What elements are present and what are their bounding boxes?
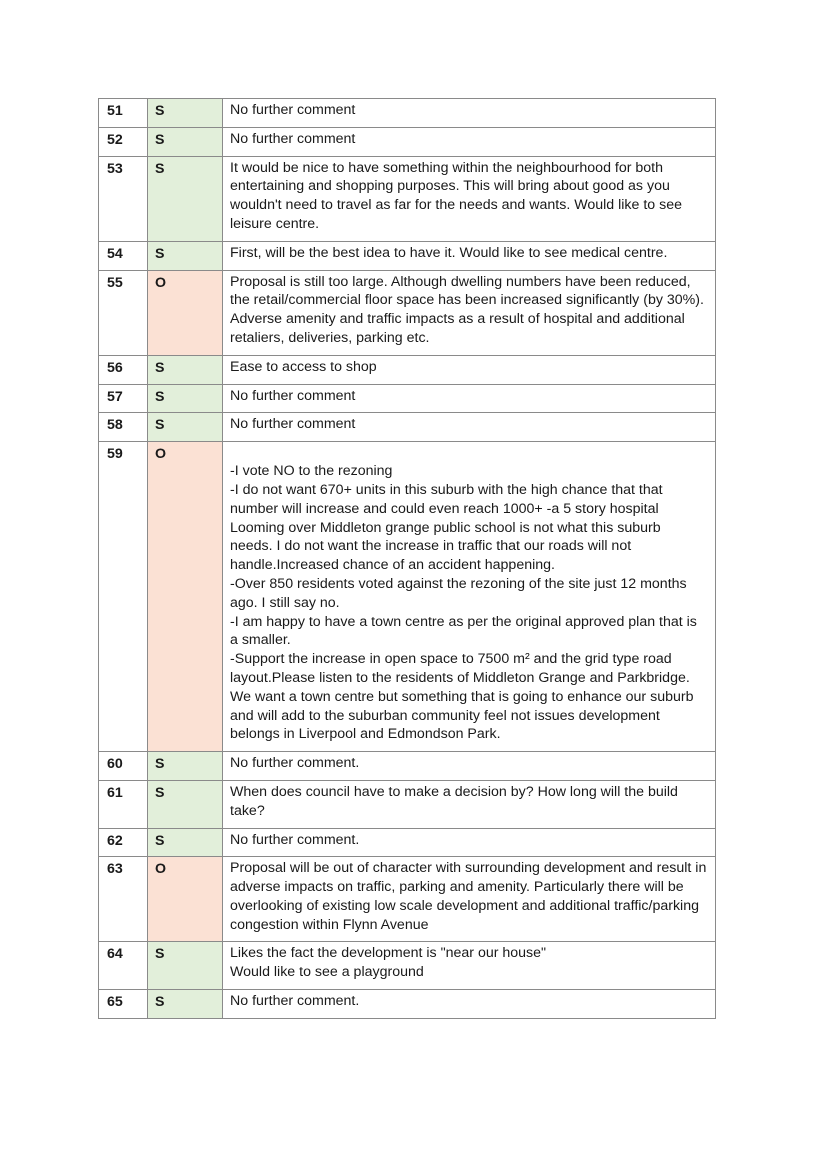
submission-number: 64 (99, 942, 148, 990)
submission-number: 61 (99, 780, 148, 828)
comment-text: No further comment (230, 102, 356, 118)
comment-text: Likes the fact the development is "near our house" (230, 945, 547, 962)
comment-text: No further comment. (230, 755, 360, 772)
comment-text: No further comment (230, 130, 356, 147)
comment-text: No further comment (230, 416, 356, 433)
comment-cell (223, 270, 716, 355)
submission-number: 57 (99, 384, 148, 413)
submission-number: 60 (99, 752, 148, 781)
stance-oppose-cell: O (148, 857, 223, 942)
table-row (99, 780, 716, 828)
table-row (99, 241, 716, 270)
comment-cell (223, 241, 716, 270)
submission-number: 65 (99, 990, 148, 1019)
submission-number: 55 (99, 270, 148, 355)
comment-text: Would like to see a playground (230, 964, 424, 981)
comment-cell (223, 99, 716, 128)
stance-support-cell: S (148, 127, 223, 156)
stance-support-cell: S (148, 355, 223, 384)
submission-number: 52 (99, 127, 148, 156)
stance-support-cell: S (148, 752, 223, 781)
comment-cell (223, 828, 716, 857)
table-row (99, 828, 716, 857)
table-row (99, 413, 716, 442)
table-row (99, 156, 716, 241)
stance-oppose-cell: O (148, 442, 223, 752)
comment-cell (223, 442, 716, 752)
submission-number: 51 (99, 99, 148, 128)
comment-text: -I am happy to have a town centre as per the original approved plan that is a smaller. (230, 613, 697, 649)
stance-support-cell: S (148, 990, 223, 1019)
submissions-table (98, 98, 716, 1019)
stance-support-cell: S (148, 241, 223, 270)
comment-text: -Support the increase in open space to 7500 m² and the grid type road layout.Please listen to the residents of Middleton Grange and Parkbridge. We want a town centre but something that is going to enhance our suburb and will add to the suburban community feel not issues development belongs in Liverpool and Edmondson Park. (230, 651, 694, 743)
table-row (99, 857, 716, 942)
table-row (99, 270, 716, 355)
comment-text: When does council have to make a decision by? How long will the build take? (230, 783, 678, 819)
comment-cell (223, 942, 716, 990)
comment-cell (223, 355, 716, 384)
submission-number: 59 (99, 442, 148, 752)
comment-text: No further comment. (230, 993, 360, 1010)
comment-text: First, will be the best idea to have it. Would like to see medical centre. (230, 244, 668, 261)
stance-support-cell: S (148, 828, 223, 857)
comment-cell (223, 413, 716, 442)
table-row (99, 127, 716, 156)
stance-support-cell: S (148, 413, 223, 442)
stance-support-cell: S (148, 384, 223, 413)
stance-support-cell: S (148, 942, 223, 990)
stance-support-cell: S (148, 156, 223, 241)
stance-support-cell: S (148, 99, 223, 128)
comment-text: Ease to access to shop (230, 358, 377, 375)
table-row (99, 99, 716, 128)
comment-text: -I vote NO to the rezoning (230, 463, 393, 480)
comment-text: Proposal will be out of character with surrounding development and result in adverse impacts on traffic, parking and amenity. Particularly there will be overlooking of existing low scale development and additional traffic/parking congestion within Flynn Avenue (230, 860, 707, 933)
submission-number: 63 (99, 857, 148, 942)
submission-number: 54 (99, 241, 148, 270)
comment-text: No further comment. (230, 831, 360, 848)
comment-text: It would be nice to have something within the neighbourhood for both entertaining and shopping purposes. This will bring about good as you wouldn't need to travel as far for the needs and wants. Would like to see leisure centre. (230, 159, 682, 232)
blank-line (230, 444, 707, 462)
submission-number: 62 (99, 828, 148, 857)
comment-cell (223, 990, 716, 1019)
comment-cell (223, 127, 716, 156)
table-body (99, 99, 716, 1019)
comment-text: No further comment (230, 387, 356, 404)
table-row (99, 442, 716, 752)
stance-support-cell: S (148, 780, 223, 828)
submission-number: 56 (99, 355, 148, 384)
comment-cell (223, 857, 716, 942)
table-row (99, 752, 716, 781)
comment-text: -Over 850 residents voted against the rezoning of the site just 12 months ago. I still say no. (230, 575, 687, 611)
comment-cell (223, 752, 716, 781)
comment-cell (223, 780, 716, 828)
comment-cell (223, 156, 716, 241)
stance-oppose-cell: O (148, 270, 223, 355)
table-row (99, 942, 716, 990)
submission-number: 58 (99, 413, 148, 442)
table-row (99, 384, 716, 413)
comment-text: -I do not want 670+ units in this suburb with the high chance that that number will increase and could even reach 1000+ -a 5 story hospital Looming over Middleton grange public school is not what this suburb needs. I do not want the increase in traffic that our roads will not handle.Increased chance of an accident happening. (230, 481, 663, 574)
table-row (99, 355, 716, 384)
submission-number: 53 (99, 156, 148, 241)
comment-cell (223, 384, 716, 413)
table-row (99, 990, 716, 1019)
comment-text: Proposal is still too large. Although dwelling numbers have been reduced, the retail/commercial floor space has been increased significantly (by 30%). Adverse amenity and traffic impacts as a result of hospital and additional retaliers, deliveries, parking etc. (230, 273, 704, 346)
